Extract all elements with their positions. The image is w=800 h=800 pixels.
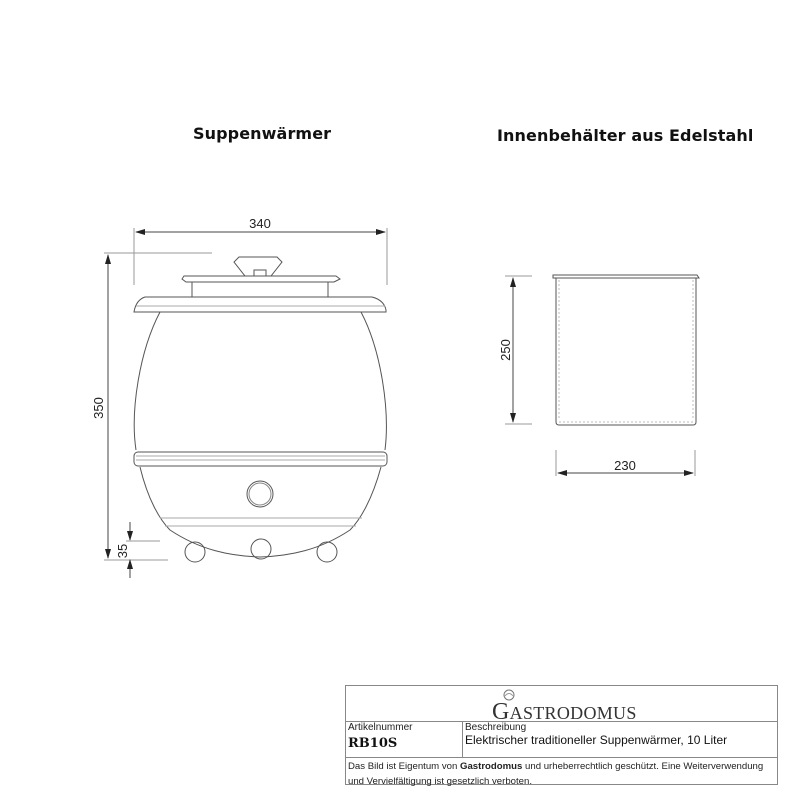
logo-row: [346, 686, 777, 725]
dim-warmer-width: 340: [249, 216, 271, 231]
inner-container-drawing: [505, 275, 699, 476]
copyright-notice: Das Bild ist Eigentum von Gastrodomus und urheberrechtlich geschützt. Eine Weiterverwendung und Vervielfältigung ist gesetzlich verboten.: [348, 761, 764, 787]
article-number-cell: [346, 721, 463, 757]
soup-warmer-drawing: [104, 228, 387, 578]
info-box: [345, 685, 778, 785]
drawing-title-soup-warmer: Suppenwärmer: [193, 124, 332, 143]
article-row: [346, 721, 777, 758]
brand-logo: GASTRODOMUS: [492, 699, 637, 725]
dim-insert-height: 250: [498, 339, 513, 361]
article-number-value: RB10S: [348, 736, 398, 751]
description-value: Elektrischer traditioneller Suppenwärmer, 10 Liter: [465, 733, 728, 747]
description-cell: [463, 721, 777, 757]
dim-insert-width: 230: [614, 458, 636, 473]
drawing-title-inner-container: Innenbehälter aus Edelstahl: [497, 126, 754, 145]
article-number-label: Artikelnummer: [348, 722, 413, 733]
description-label: Beschreibung: [465, 722, 527, 733]
dim-warmer-height: 350: [91, 397, 106, 419]
dim-feet-height: 35: [115, 543, 130, 559]
